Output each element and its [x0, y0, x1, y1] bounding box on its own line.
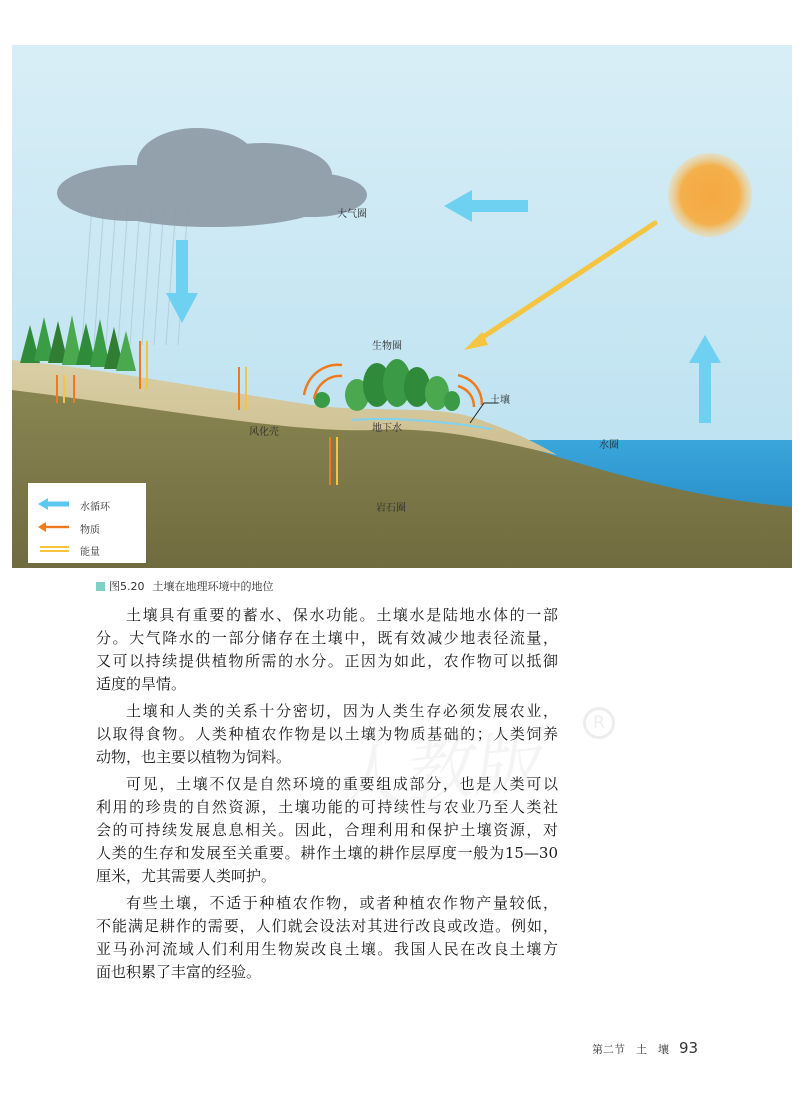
paragraph-1 — [96, 604, 558, 696]
label-soil: 土壤 — [490, 395, 510, 406]
figure-legend — [28, 483, 146, 563]
text-line: 可见，土壤不仅是自然环境的重要组成部分，也是人类可以 — [126, 775, 558, 793]
registered-mark-icon: R — [583, 707, 615, 739]
label-atmosphere: 大气圈 — [337, 209, 367, 220]
caption-number: 图5.20 — [109, 580, 145, 593]
text-line: 不能满足耕作的需要，人们就会设法对其进行改良或改造。例如， — [96, 917, 558, 935]
text-line: 厘米，尤其需要人类呵护。 — [96, 867, 277, 885]
legend-item-water-cycle: 水循环 — [36, 496, 146, 512]
paragraph-3 — [96, 773, 558, 888]
label-biosphere: 生物圈 — [372, 341, 402, 352]
text-line: 土壤具有重要的蓄水、保水功能。土壤水是陆地水体的一部 — [126, 606, 558, 624]
text-line: 人类的生存和发展至关重要。耕作土壤的耕作层厚度一般为15—30 — [96, 844, 558, 862]
figure-caption — [96, 578, 274, 594]
text-line: 适度的旱情。 — [96, 675, 187, 693]
text-line: 面也积累了丰富的经验。 — [96, 963, 262, 981]
text-line: 利用的珍贵的自然资源，土壤功能的可持续性与农业乃至人类社 — [96, 798, 558, 816]
section-title: 第二节 土 壤 — [592, 1043, 669, 1056]
text-line: 有些土壤，不适于种植农作物，或者种植农作物产量较低， — [126, 894, 558, 912]
yellow-double-line-icon — [36, 541, 72, 557]
legend-item-material: 物质 — [36, 519, 146, 535]
text-line: 会的可持续发展息息相关。因此，合理利用和保护土壤资源，对 — [96, 821, 558, 839]
page-footer — [592, 1039, 698, 1057]
legend-item-energy: 能量 — [36, 541, 146, 557]
caption-text: 土壤在地理环境中的地位 — [152, 580, 274, 593]
blue-arrow-icon — [36, 496, 72, 512]
label-weathering-crust: 风化壳 — [249, 427, 279, 438]
page-number: 93 — [679, 1039, 699, 1057]
sun-icon — [668, 153, 752, 237]
label-lithosphere: 岩石圈 — [376, 503, 406, 514]
text-line: 又可以持续提供植物所需的水分。正因为如此，农作物可以抵御 — [96, 652, 558, 670]
text-line: 土壤和人类的关系十分密切，因为人类生存必须发展农业， — [126, 702, 558, 720]
paragraph-4 — [96, 892, 558, 984]
text-line: 分。大气降水的一部分储存在土壤中，既有效减少地表径流量， — [96, 629, 558, 647]
label-groundwater: 地下水 — [372, 423, 402, 434]
paragraph-2 — [96, 700, 558, 769]
caption-marker-icon — [96, 582, 105, 591]
text-line: 动物，也主要以植物为饲料。 — [96, 748, 292, 766]
orange-arrow-icon — [36, 519, 72, 535]
text-line: 亚马孙河流域人们利用生物炭改良土壤。我国人民在改良土壤方 — [96, 940, 558, 958]
text-line: 以取得食物。人类种植农作物是以土壤为物质基础的；人类饲养 — [96, 725, 558, 743]
body-text — [96, 604, 558, 988]
label-hydrosphere: 水圈 — [599, 440, 619, 451]
